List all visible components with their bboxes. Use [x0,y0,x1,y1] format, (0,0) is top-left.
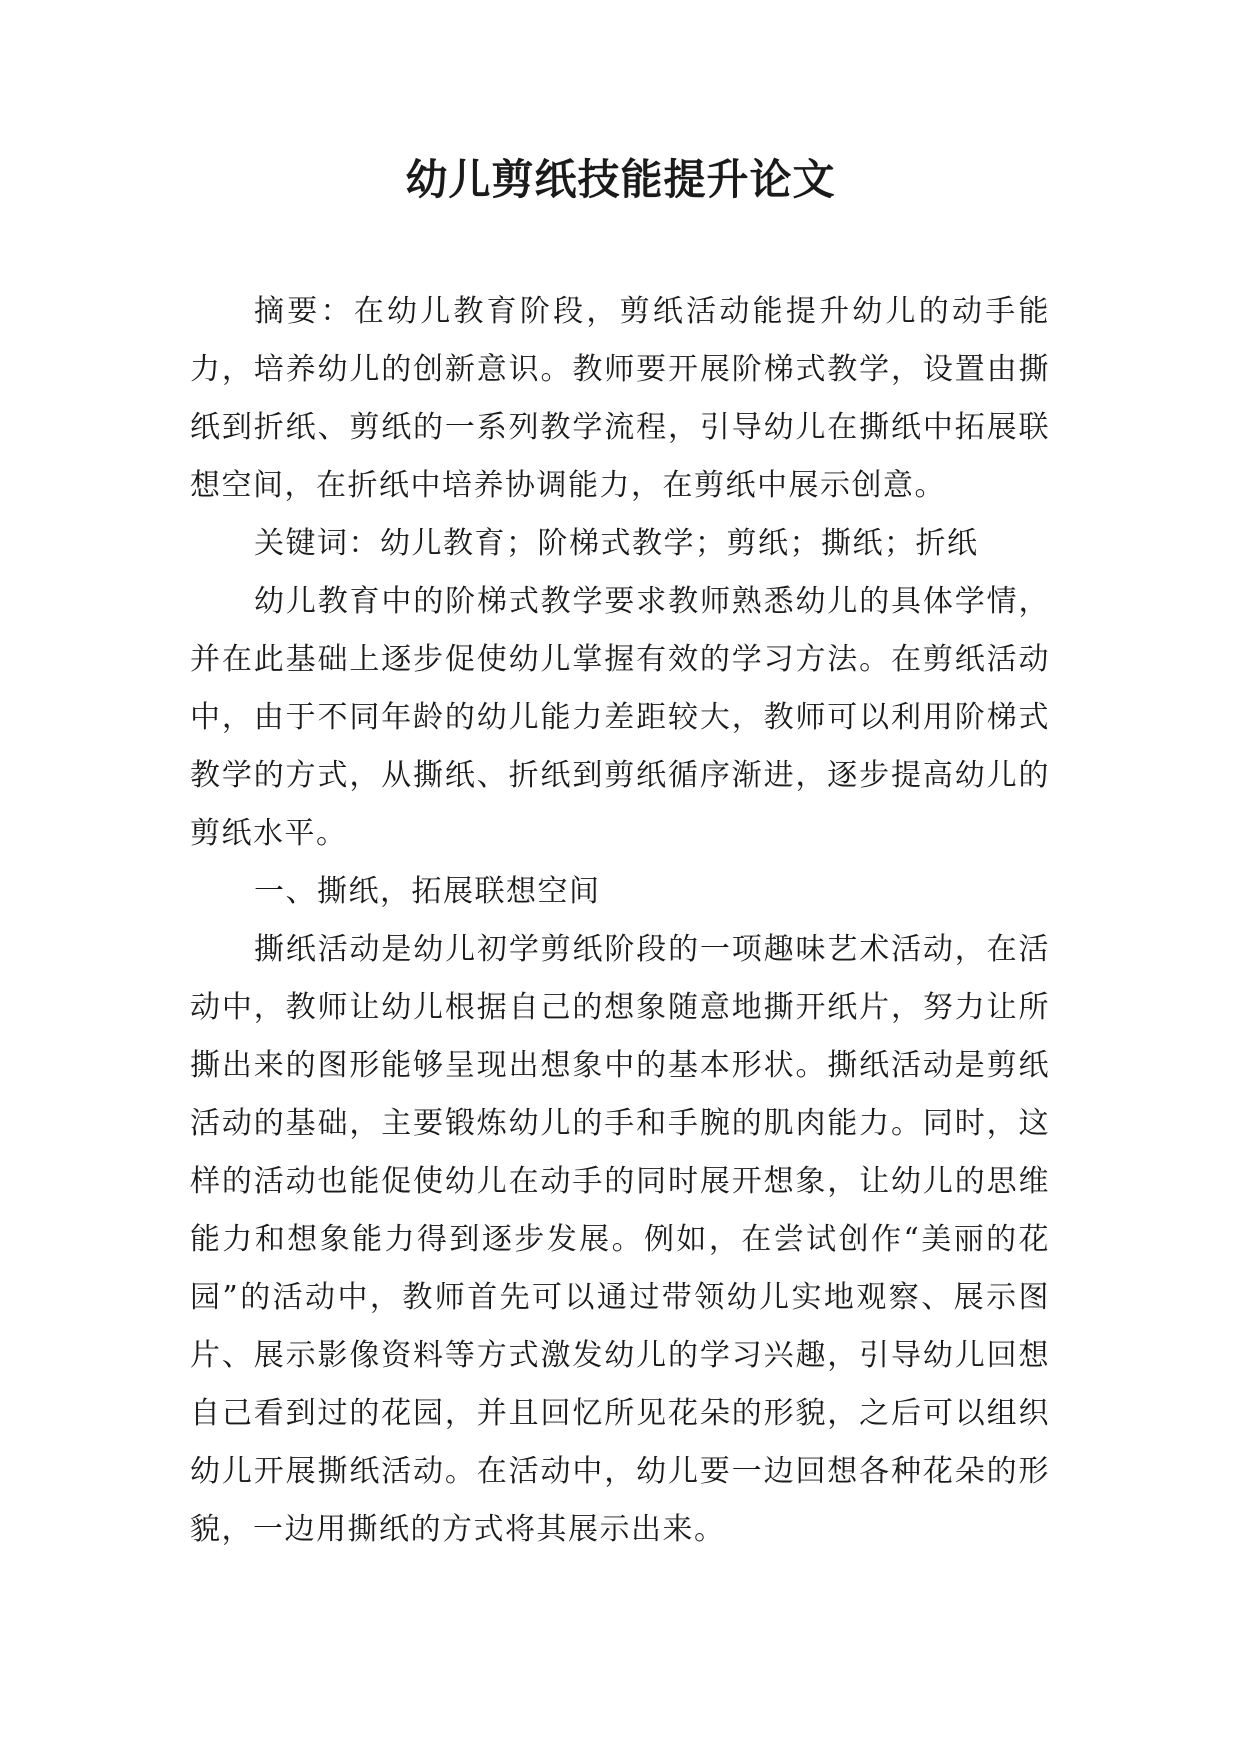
keywords-paragraph: 关键词：幼儿教育；阶梯式教学；剪纸；撕纸；折纸 [254,526,979,561]
document-body [190,283,1050,1559]
section-heading-1: 一、撕纸，拓展联想空间 [254,874,601,909]
intro-paragraph: 幼儿教育中的阶梯式教学要求教师熟悉幼儿的具体学情，并在此基础上逐步促使幼儿掌握有效的学习方法。在剪纸活动中，由于不同年龄的幼儿能力差距较大，教师可以利用阶梯式教学的方式，从撕纸、折纸到剪纸循序渐进，逐步提高幼儿的剪纸水平。 [190,584,1050,851]
abstract-paragraph: 摘要：在幼儿教育阶段，剪纸活动能提升幼儿的动手能力，培养幼儿的创新意识。教师要开展阶梯式教学，设置由撕纸到折纸、剪纸的一系列教学流程，引导幼儿在撕纸中拓展联想空间，在折纸中培养协调能力，在剪纸中展示创意。 [190,294,1050,503]
section-1-paragraph: 撕纸活动是幼儿初学剪纸阶段的一项趣味艺术活动，在活动中，教师让幼儿根据自己的想象随意地撕开纸片，努力让所撕出来的图形能够呈现出想象中的基本形状。撕纸活动是剪纸活动的基础，主要锻炼幼儿的手和手腕的肌肉能力。同时，这样的活动也能促使幼儿在动手的同时展开想象，让幼儿的思维能力和想象能力得到逐步发展。例如，在尝试创作“美丽的花园”的活动中，教师首先可以通过带领幼儿实地观察、展示图片、展示影像资料等方式激发幼儿的学习兴趣，引导幼儿回想自己看到过的花园，并且回忆所见花朵的形貌，之后可以组织幼儿开展撕纸活动。在活动中，幼儿要一边回想各种花朵的形貌，一边用撕纸的方式将其展示出来。 [190,932,1050,1547]
document-title: 幼儿剪纸技能提升论文 [405,155,836,204]
